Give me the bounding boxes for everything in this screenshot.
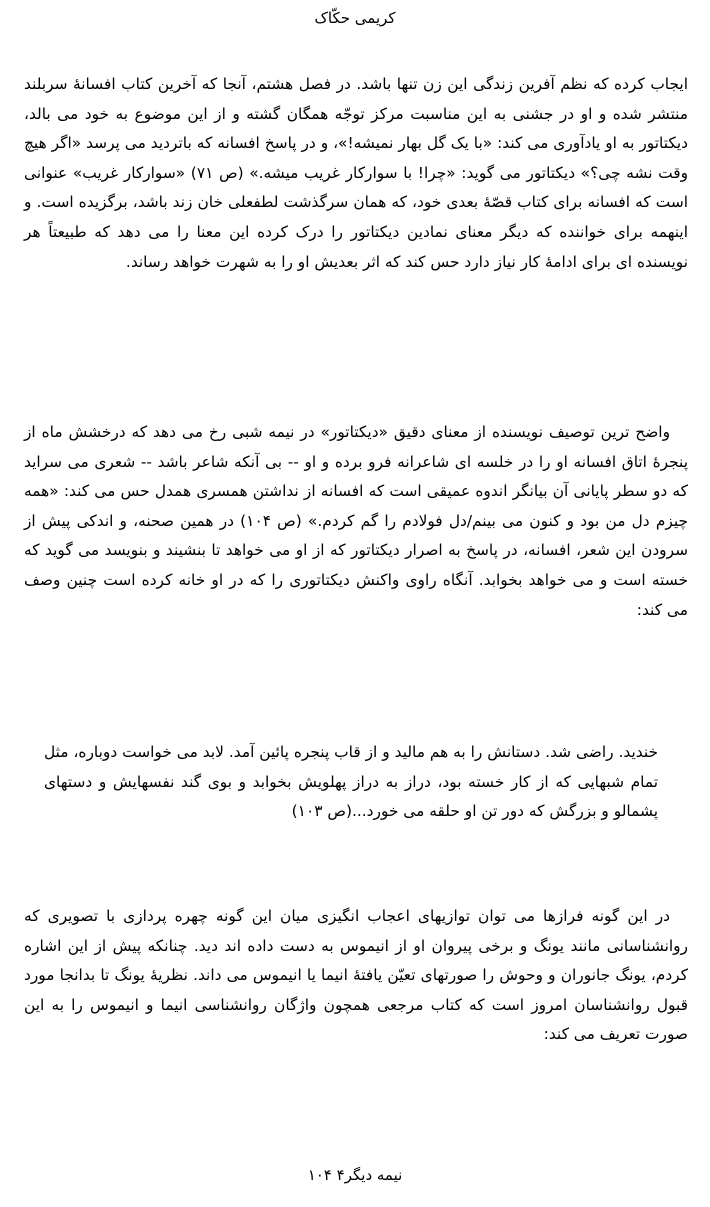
running-footer: نیمه دیگر۴ ۱۰۴ <box>307 1166 403 1184</box>
running-header: کریمی حکّاک <box>314 9 396 27</box>
paragraph-text: ایجاب کرده که نظم آفرین زندگی این زن تنها باشد. در فصل هشتم، آنجا که آخرین کتاب افسانهٔ سربلند منتشر شده و او در جشنی به این مناسبت مرکز توجّه همگان گشته و از این موضوع به خود می بالد، دیکتاتور به او یادآوری می کند: «با یک گل بهار نمیشه!»، و در پاسخ افسانه که باتردید می پرسد «اگر هیچ وقت نشه چی؟» دیکتاتور می گوید: «چرا! با سوارکار غریب میشه.» (ص ۷۱) «سوارکار غریب» عنوانی است که افسانه برای کتاب قصّهٔ بعدی خود، که همان سرگذشت لطفعلی خان زند باشد، برگزیده است. و اینهمه برای خواننده که دیگر معنای نمادین دیکتاتور را درک کرده این معنا را می دهد که طبیعتاً هر نویسنده ای برای ادامهٔ کار نیاز دارد حس کند که اثر بعدیش او را به شهرت خواهد رساند. <box>24 75 689 271</box>
paragraph-text: در این گونه فرازها می توان توازیهای اعجاب انگیزی میان این گونه چهره پردازی با تصویری که روانشناسانی مانند یونگ و برخی پیروان او از انیموس به دست داده اند دید. چنانکه پیش از این اشاره کردم، یونگ جانوران و وحوش را صورتهای تعیّن یافتهٔ انیما یا انیموس می داند. نظریهٔ یونگ تا بدانجا مورد قبول روانشناسان امروز است که کتاب مرجعی همچون واژگان روانشناسی انیما و انیموس را به این صورت تعریف می کند: <box>24 907 688 1044</box>
body-paragraph-2 <box>24 418 688 625</box>
paragraph-text: واضح ترین توصیف نویسنده از معنای دقیق «دیکتاتور» در نیمه شبی رخ می دهد که درخشش ماه از پنجرهٔ اتاق افسانه او را در خلسه ای شاعرانه فرو برده و او -- بی آنکه شاعر باشد -- شعری می سراید که دو سطر پایانی آن بیانگر اندوه عمیقی است که افسانه از نداشتن همسری همدل حس می کند: «همه چیزم دل من بود و کنون می بینم/دل فولادم را گم کردم.» (ص ۱۰۴) در همین صحنه، و اندکی پیش از سرودن این شعر، افسانه، در پاسخ به اصرار دیکتاتور که از او می خواهد تا بنشیند و بنویسد می گوید که خسته است و می خواهد بخوابد. آنگاه راوی واکنش دیکتاتوری را که در او خانه کرده است چنین وصف می کند: <box>24 423 689 619</box>
block-quote <box>44 738 658 827</box>
body-paragraph-1 <box>24 70 688 277</box>
quote-text: خندید. راضی شد. دستانش را به هم مالید و از قاب پنجره پائین آمد. لابد می خواست دوباره، مثل تمام شبهایی که از کار خسته بود، دراز به دراز پهلویش بخوابد و بوی گند نفسهایش و دستهای پشمالو و بزرگش که دور تن او حلقه می خورد...(ص ۱۰۳) <box>44 743 658 821</box>
body-paragraph-3 <box>24 902 688 1050</box>
